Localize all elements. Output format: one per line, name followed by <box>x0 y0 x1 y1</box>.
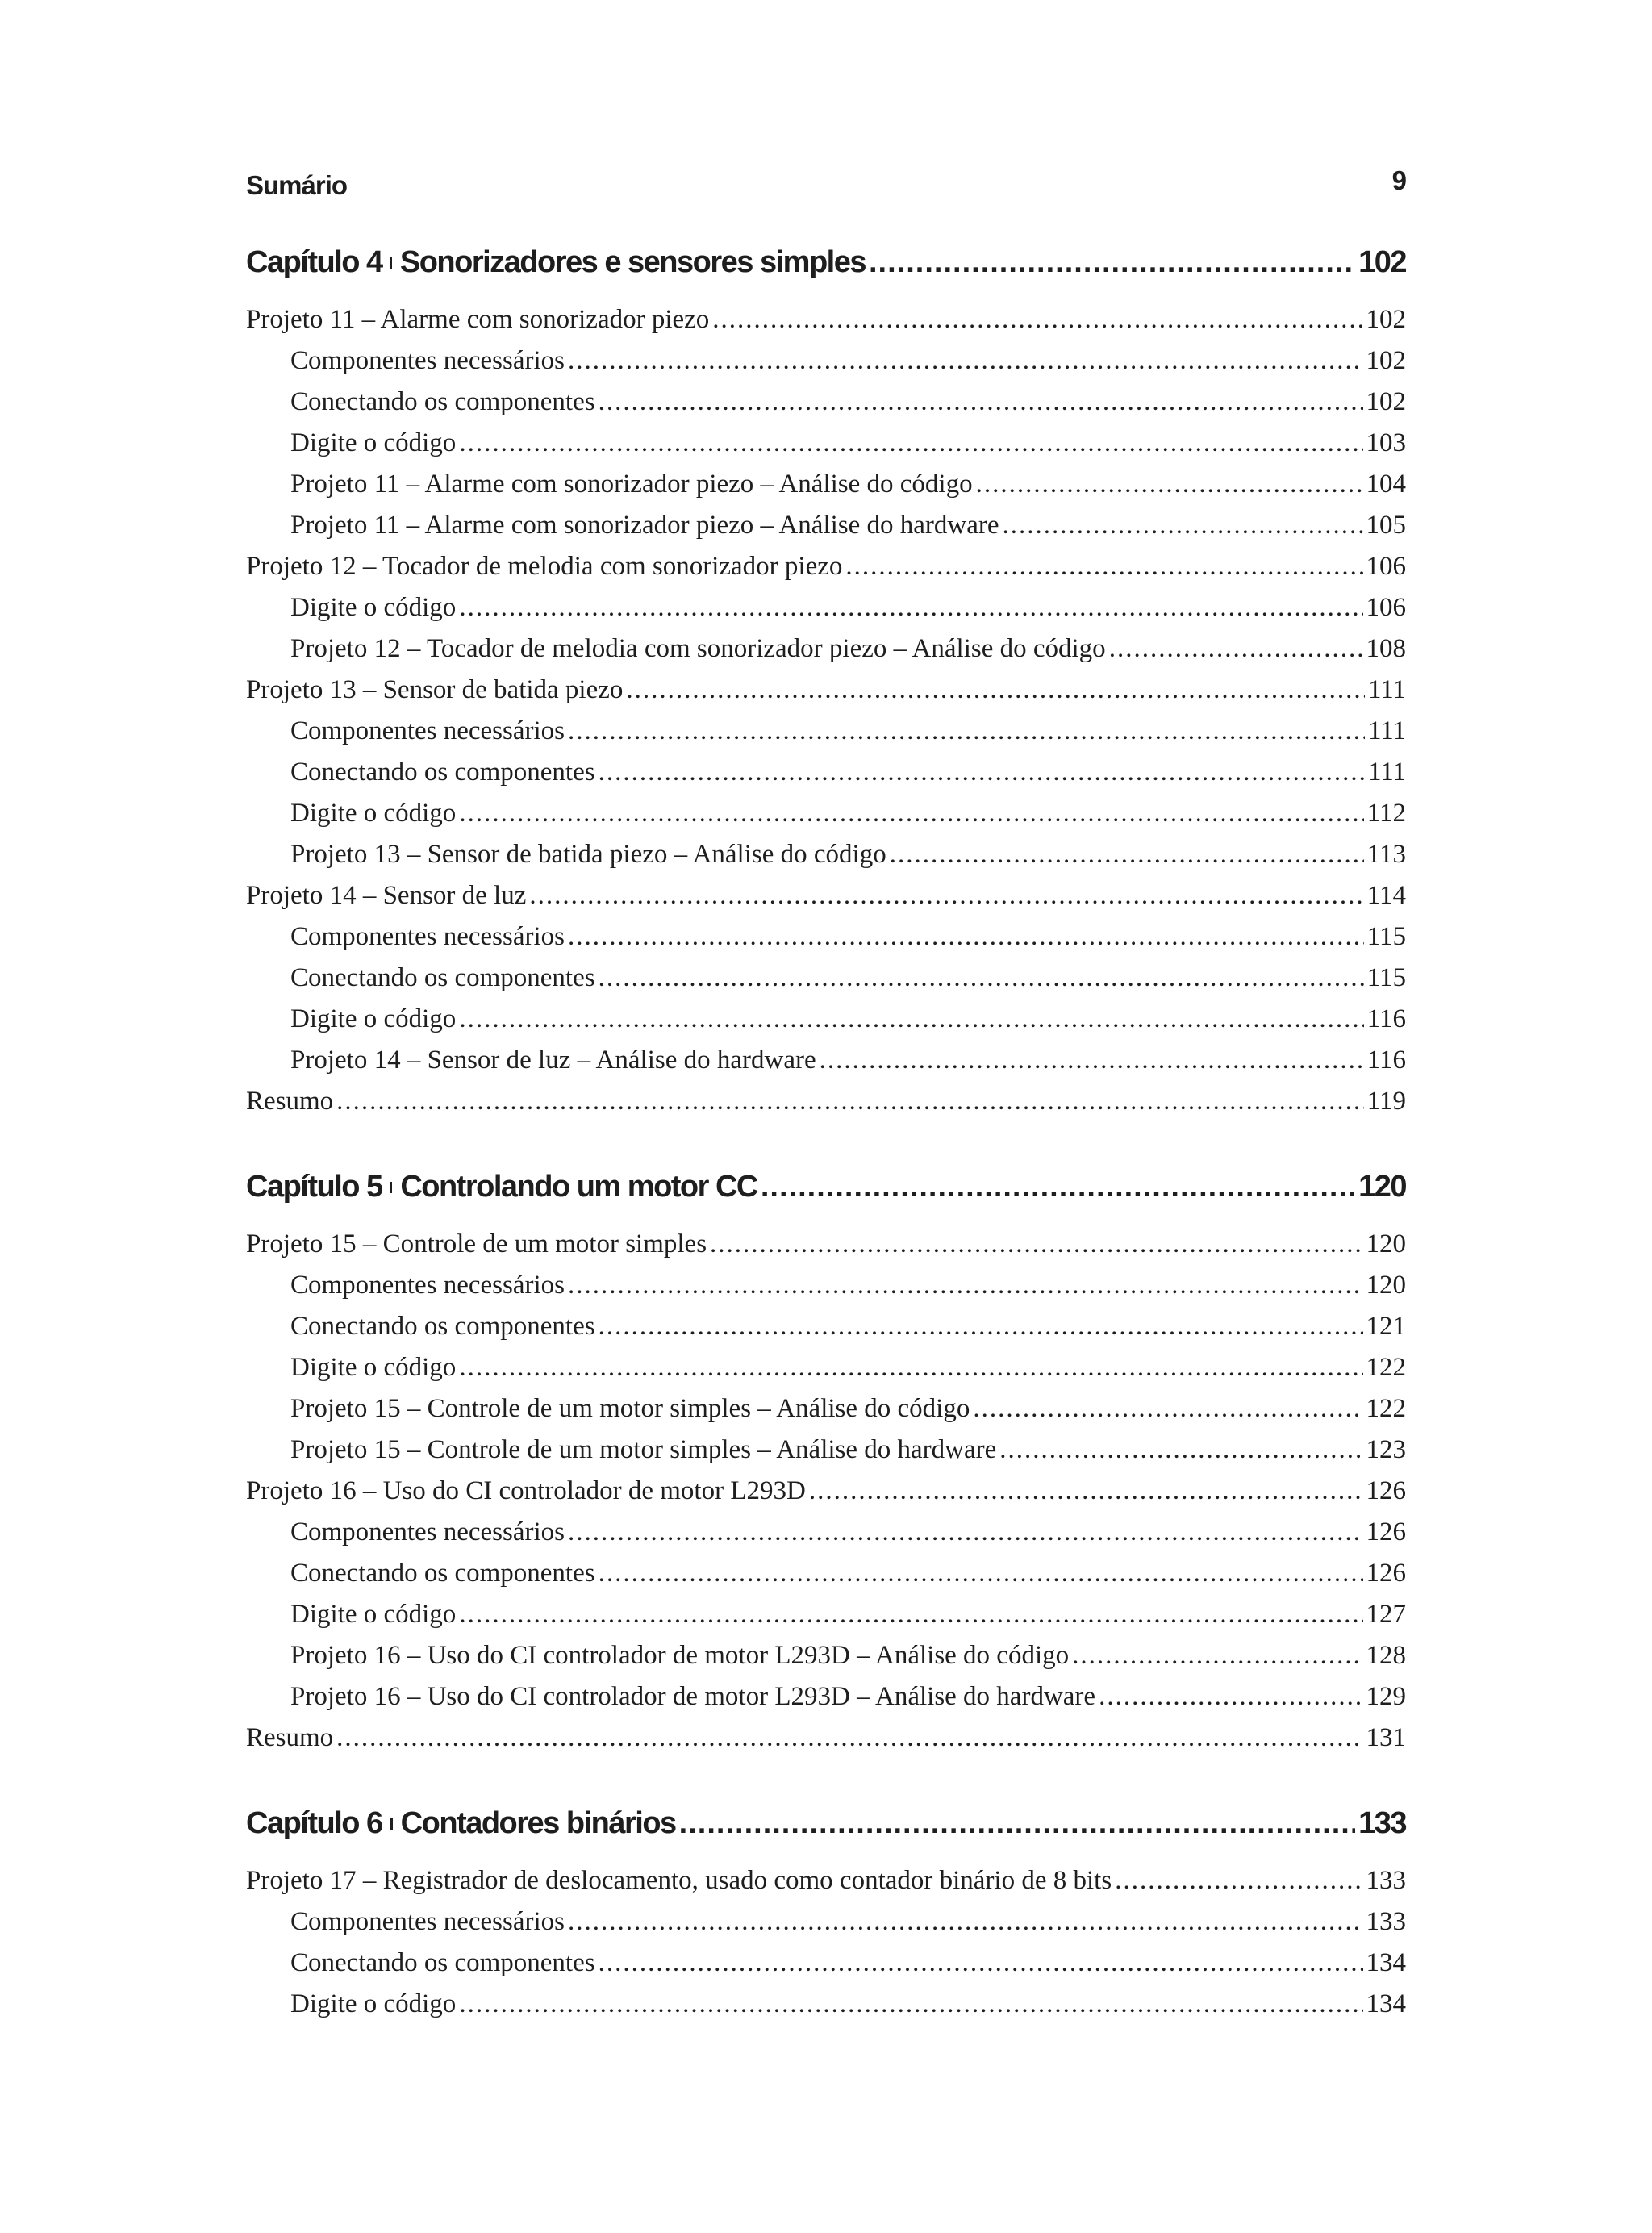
toc-entry-title: Conectando os componentes <box>290 758 595 787</box>
toc-entry-title: Componentes necessários <box>290 1907 565 1936</box>
dot-leader <box>999 1430 1362 1471</box>
toc-entry-page: 105 <box>1366 511 1406 540</box>
dot-leader <box>710 1224 1362 1265</box>
dot-leader <box>568 1512 1362 1553</box>
toc-entry[interactable] <box>246 999 1406 1040</box>
dot-leader <box>809 1471 1363 1512</box>
dot-leader <box>459 1984 1362 2025</box>
toc-entry-page: 104 <box>1366 470 1406 499</box>
page-number: 9 <box>1391 165 1406 195</box>
toc-entry-title: Resumo <box>246 1087 334 1116</box>
toc-entry-title: Componentes necessários <box>290 1271 565 1300</box>
dot-leader <box>679 1791 1355 1855</box>
toc-entry-page: 120 <box>1366 1271 1406 1300</box>
toc-entry[interactable] <box>246 1943 1406 1984</box>
toc-entry-page: 106 <box>1366 593 1406 622</box>
dot-leader <box>459 587 1362 628</box>
chapter-heading[interactable] <box>246 230 1406 294</box>
chapter-page-number: 133 <box>1358 1806 1406 1840</box>
dot-leader <box>568 1901 1362 1943</box>
dot-leader <box>599 382 1363 423</box>
chapter-page-number: 102 <box>1358 245 1406 279</box>
toc-entry-page: 112 <box>1366 799 1406 828</box>
dot-leader <box>529 875 1363 916</box>
toc-entry[interactable] <box>246 916 1406 958</box>
dot-leader <box>976 464 1363 505</box>
toc-entry[interactable] <box>246 1860 1406 1901</box>
dot-leader <box>1099 1676 1362 1718</box>
toc-entry-page: 129 <box>1366 1682 1406 1711</box>
dot-leader <box>973 1388 1362 1430</box>
table-of-contents <box>246 230 1406 2025</box>
toc-entry[interactable] <box>246 1224 1406 1265</box>
toc-entry-page: 126 <box>1366 1476 1406 1505</box>
toc-entry[interactable] <box>246 423 1406 464</box>
toc-entry-title: Digite o código <box>290 428 457 457</box>
toc-entry-page: 133 <box>1366 1866 1406 1895</box>
toc-entry-page: 122 <box>1366 1394 1406 1423</box>
page-header <box>246 165 1406 214</box>
dot-leader <box>568 1265 1362 1306</box>
toc-entry-page: 103 <box>1366 428 1406 457</box>
toc-entry-title: Conectando os componentes <box>290 963 595 992</box>
dot-leader <box>459 423 1362 464</box>
dot-leader <box>599 1553 1363 1594</box>
dot-leader <box>336 1081 1364 1122</box>
toc-entry-page: 113 <box>1366 840 1406 869</box>
square-bullet-icon <box>390 1818 393 1830</box>
toc-entry-title: Projeto 14 – Sensor de luz <box>246 881 527 910</box>
toc-entry-page: 116 <box>1366 1004 1406 1033</box>
dot-leader <box>712 299 1362 340</box>
toc-entry-title: Componentes necessários <box>290 1517 565 1546</box>
toc-entry-title: Projeto 12 – Tocador de melodia com sonorizador piezo <box>246 552 843 581</box>
toc-entry[interactable] <box>246 1635 1406 1676</box>
toc-entry-title: Projeto 11 – Alarme com sonorizador piezo – Análise do hardware <box>290 511 999 540</box>
toc-entry[interactable] <box>246 1265 1406 1306</box>
toc-entry[interactable] <box>246 958 1406 999</box>
dot-leader <box>568 340 1362 382</box>
toc-entry-page: 111 <box>1367 758 1406 787</box>
square-bullet-icon <box>390 1182 393 1193</box>
chapter-title: Sonorizadores e sensores simples <box>399 245 866 279</box>
dot-leader <box>599 958 1364 999</box>
chapter-title: Controlando um motor CC <box>400 1170 757 1204</box>
dot-leader <box>1115 1860 1362 1901</box>
dot-leader <box>459 999 1363 1040</box>
toc-entry-title: Projeto 15 – Controle de um motor simples <box>246 1229 707 1258</box>
toc-entry[interactable] <box>246 1718 1406 1759</box>
chapter-heading[interactable] <box>246 1791 1406 1855</box>
dot-leader <box>459 793 1363 834</box>
dot-leader <box>599 752 1365 793</box>
toc-entry-page: 102 <box>1366 346 1406 375</box>
toc-entry[interactable] <box>246 505 1406 546</box>
toc-entry-page: 127 <box>1366 1600 1406 1629</box>
chapter-title: Contadores binários <box>400 1806 676 1840</box>
dot-leader <box>1109 628 1363 670</box>
toc-entry[interactable] <box>246 546 1406 587</box>
dot-leader <box>599 1306 1363 1347</box>
toc-entry-page: 128 <box>1366 1641 1406 1670</box>
chapter-label: Capítulo 5 <box>246 1170 382 1204</box>
toc-entry-page: 111 <box>1367 675 1406 704</box>
toc-entry[interactable] <box>246 628 1406 670</box>
toc-entry-page: 121 <box>1366 1312 1406 1341</box>
toc-entry-page: 126 <box>1366 1559 1406 1588</box>
dot-leader <box>336 1718 1362 1759</box>
toc-entry-page: 120 <box>1366 1229 1406 1258</box>
toc-entry-title: Projeto 16 – Uso do CI controlador de motor L293D – Análise do hardware <box>290 1682 1096 1711</box>
toc-entry-page: 102 <box>1366 305 1406 334</box>
toc-entry-page: 122 <box>1366 1353 1406 1382</box>
dot-leader <box>890 834 1364 875</box>
toc-entry[interactable] <box>246 711 1406 752</box>
toc-entry[interactable] <box>246 834 1406 875</box>
toc-entry-title: Projeto 13 – Sensor de batida piezo – Análise do código <box>290 840 886 869</box>
toc-entry-page: 116 <box>1366 1046 1406 1075</box>
toc-entry-page: 111 <box>1367 716 1406 745</box>
toc-entry-title: Conectando os componentes <box>290 1312 595 1341</box>
toc-entry[interactable] <box>246 1306 1406 1347</box>
toc-entry-page: 133 <box>1366 1907 1406 1936</box>
toc-entry[interactable] <box>246 587 1406 628</box>
dot-leader <box>869 230 1355 294</box>
dot-leader <box>1003 505 1363 546</box>
toc-entry-title: Projeto 12 – Tocador de melodia com sonorizador piezo – Análise do código <box>290 634 1106 663</box>
dot-leader <box>459 1594 1362 1635</box>
chapter-label: Capítulo 6 <box>246 1806 382 1840</box>
dot-leader <box>820 1040 1364 1081</box>
toc-entry-page: 134 <box>1366 1948 1406 1977</box>
toc-entry-title: Projeto 15 – Controle de um motor simples – Análise do código <box>290 1394 970 1423</box>
toc-entry[interactable] <box>246 1471 1406 1512</box>
toc-entry-page: 131 <box>1366 1723 1406 1752</box>
dot-leader <box>568 711 1365 752</box>
toc-entry-title: Projeto 11 – Alarme com sonorizador piezo <box>246 305 710 334</box>
chapter-label: Capítulo 4 <box>246 245 382 279</box>
toc-entry-page: 114 <box>1366 881 1406 910</box>
toc-entry-title: Digite o código <box>290 1004 457 1033</box>
toc-entry[interactable] <box>246 1347 1406 1388</box>
toc-entry-title: Projeto 15 – Controle de um motor simples – Análise do hardware <box>290 1435 997 1464</box>
toc-entry-title: Projeto 17 – Registrador de deslocamento, usado como contador binário de 8 bits <box>246 1866 1112 1895</box>
toc-entry[interactable] <box>246 1984 1406 2025</box>
toc-entry[interactable] <box>246 1676 1406 1718</box>
toc-entry[interactable] <box>246 1553 1406 1594</box>
toc-entry[interactable] <box>246 340 1406 382</box>
toc-entry[interactable] <box>246 1388 1406 1430</box>
toc-entry-title: Conectando os componentes <box>290 1948 595 1977</box>
toc-entry-title: Projeto 13 – Sensor de batida piezo <box>246 675 624 704</box>
toc-entry[interactable] <box>246 752 1406 793</box>
toc-entry[interactable] <box>246 299 1406 340</box>
toc-entry-title: Projeto 14 – Sensor de luz – Análise do hardware <box>290 1046 816 1075</box>
dot-leader <box>599 1943 1363 1984</box>
toc-entry-title: Projeto 16 – Uso do CI controlador de motor L293D <box>246 1476 806 1505</box>
toc-entry-title: Digite o código <box>290 799 457 828</box>
dot-leader <box>761 1154 1355 1219</box>
square-bullet-icon <box>390 257 392 269</box>
dot-leader <box>626 670 1365 711</box>
toc-entry-page: 134 <box>1366 1989 1406 2018</box>
toc-entry-title: Projeto 16 – Uso do CI controlador de motor L293D – Análise do código <box>290 1641 1070 1670</box>
toc-entry-page: 108 <box>1366 634 1406 663</box>
toc-entry[interactable] <box>246 1081 1406 1122</box>
chapter-heading[interactable] <box>246 1154 1406 1219</box>
toc-entry-title: Resumo <box>246 1723 334 1752</box>
chapter-page-number: 120 <box>1358 1170 1406 1204</box>
toc-entry[interactable] <box>246 1040 1406 1081</box>
toc-entry-title: Digite o código <box>290 1353 457 1382</box>
toc-entry-title: Digite o código <box>290 593 457 622</box>
toc-entry-title: Componentes necessários <box>290 346 565 375</box>
toc-entry-title: Conectando os componentes <box>290 387 595 416</box>
dot-leader <box>459 1347 1362 1388</box>
toc-entry-title: Conectando os componentes <box>290 1559 595 1588</box>
toc-entry-page: 115 <box>1366 922 1406 951</box>
dot-leader <box>1072 1635 1362 1676</box>
toc-entry[interactable] <box>246 382 1406 423</box>
toc-entry-title: Componentes necessários <box>290 716 565 745</box>
dot-leader <box>568 916 1364 958</box>
toc-entry-page: 119 <box>1366 1087 1406 1116</box>
toc-entry[interactable] <box>246 1512 1406 1553</box>
toc-entry[interactable] <box>246 1430 1406 1471</box>
toc-entry-title: Projeto 11 – Alarme com sonorizador piezo – Análise do código <box>290 470 973 499</box>
toc-entry[interactable] <box>246 793 1406 834</box>
toc-entry-page: 123 <box>1366 1435 1406 1464</box>
toc-entry[interactable] <box>246 670 1406 711</box>
toc-entry[interactable] <box>246 875 1406 916</box>
toc-entry-title: Componentes necessários <box>290 922 565 951</box>
toc-entry-title: Digite o código <box>290 1989 457 2018</box>
toc-entry[interactable] <box>246 1901 1406 1943</box>
running-title: Sumário <box>246 170 348 200</box>
toc-entry-page: 115 <box>1366 963 1406 992</box>
toc-entry[interactable] <box>246 1594 1406 1635</box>
toc-entry-page: 106 <box>1366 552 1406 581</box>
toc-entry[interactable] <box>246 464 1406 505</box>
toc-entry-page: 126 <box>1366 1517 1406 1546</box>
dot-leader <box>845 546 1362 587</box>
toc-entry-title: Digite o código <box>290 1600 457 1629</box>
toc-entry-page: 102 <box>1366 387 1406 416</box>
